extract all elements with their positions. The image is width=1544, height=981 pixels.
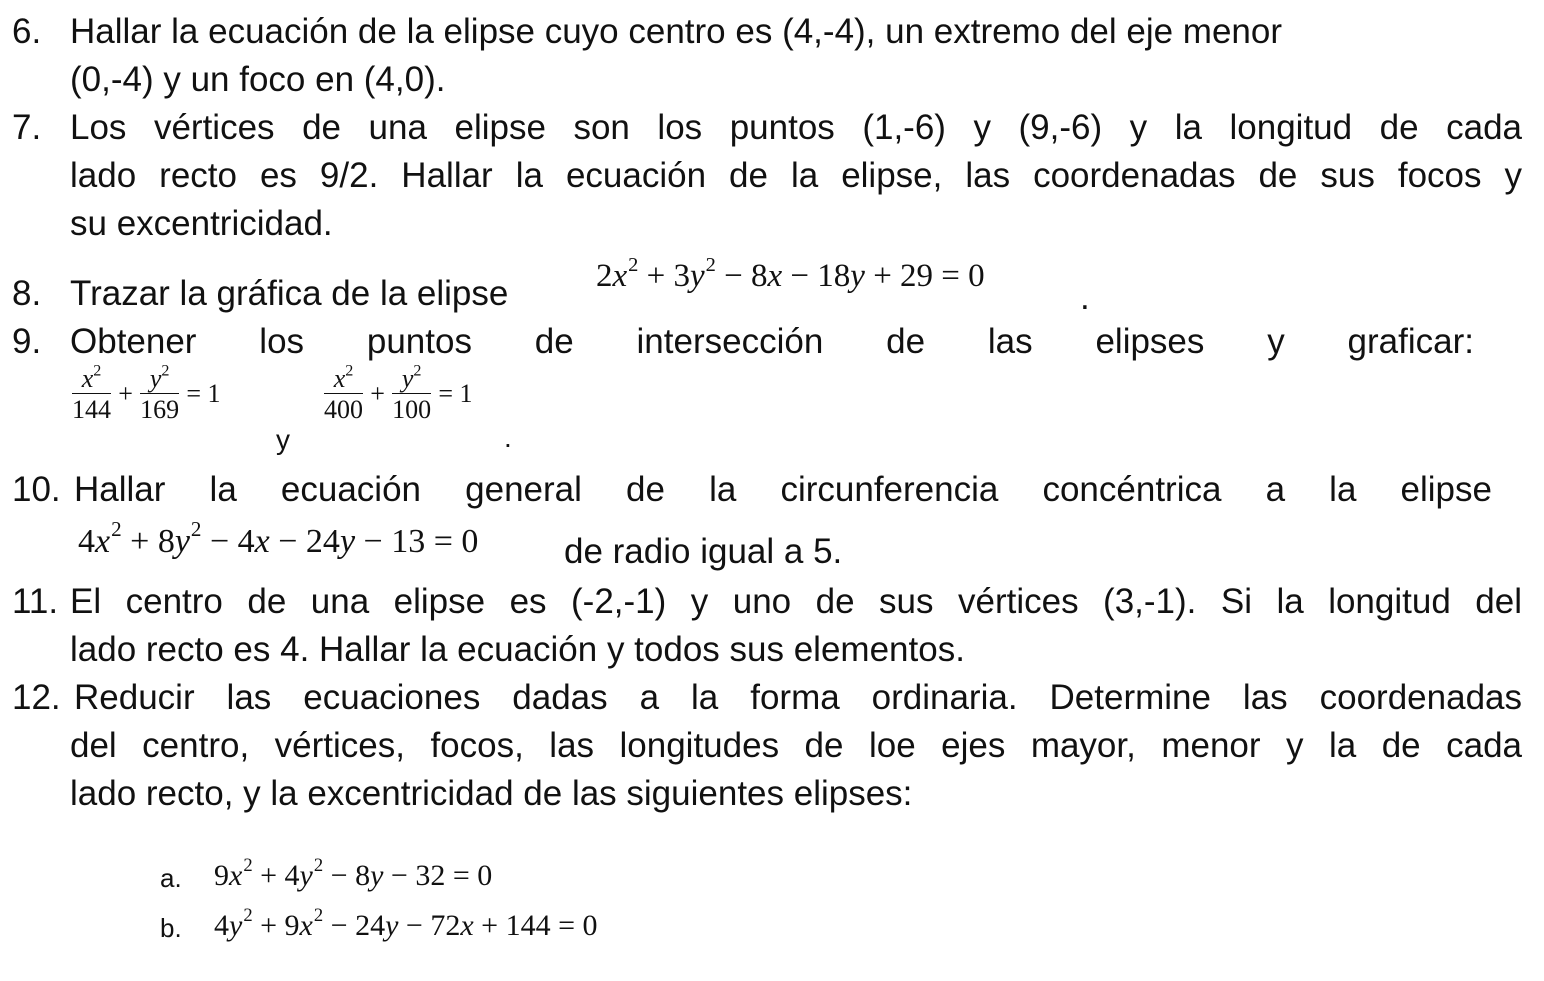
problem-11-line-1: El centro de una elipse es (-2,-1) y uno de sus vértices (3,-1). Si la longitud del [70, 582, 1522, 621]
problem-7-line-1: Los vértices de una elipse son los puntos (1,-6) y (9,-6) y la longitud de cada [70, 108, 1522, 147]
problem-12-line-1: Reducir las ecuaciones dadas a la forma ordinaria. Determine las coordenadas [74, 678, 1522, 717]
problem-9-line-1: Obtener los puntos de intersección de las elipses y graficar: [70, 322, 1474, 361]
problem-12-line-2: del centro, vértices, focos, las longitudes de loe ejes mayor, menor y la de cada [70, 726, 1522, 765]
problem-10-after: de radio igual a 5. [564, 532, 843, 571]
equation-12a: $9x^2 + 4y^2 - 8y - 32 = 0$ [214, 855, 493, 892]
equation-8: $2x^2 + 3y^2 - 8x - 18y + 29 = 0$ [596, 253, 985, 294]
problem-8-number: 8. [12, 274, 42, 313]
problem-12-line-3: lado recto, y la excentricidad de las siguientes elipses: [70, 774, 913, 813]
problem-6-number: 6. [12, 12, 42, 51]
problem-11-number: 11. [12, 582, 59, 621]
problem-12-number: 12. [12, 678, 61, 717]
problem-8-period: . [1080, 278, 1090, 317]
problem-11-line-2: lado recto es 4. Hallar la ecuación y todos sus elementos. [70, 630, 965, 669]
equation-12b: $4y^2 + 9x^2 - 24y - 72x + 144 = 0$ [214, 905, 598, 942]
item-a-label: a. [160, 863, 182, 893]
problem-7-number: 7. [12, 108, 42, 147]
problem-9-period: . [504, 422, 512, 453]
item-b-label: b. [160, 913, 182, 943]
problem-6-line-1: Hallar la ecuación de la elipse cuyo centro es (4,-4), un extremo del eje menor [70, 12, 1283, 51]
equation-10: $4x^2 + 8y^2 - 4x - 24y - 13 = 0$ [78, 517, 479, 560]
problem-9-connector: y [276, 424, 290, 455]
problem-7-line-3: su excentricidad. [70, 204, 333, 243]
problem-7-line-2: lado recto es 9/2. Hallar la ecuación de la elipse, las coordenadas de sus focos y [70, 156, 1522, 195]
problem-10-number: 10. [12, 470, 61, 509]
problem-8-text: Trazar la gráfica de la elipse [70, 274, 509, 313]
equation-9-first: $\frac{x^2}{144}$ + $\frac{y^2}{169}$ = 1 [72, 362, 221, 424]
equation-9-second: $\frac{x^2}{400}$ + $\frac{y^2}{100}$ = 1 [324, 362, 473, 424]
problem-6-line-2: (0,-4) y un foco en (4,0). [70, 60, 446, 99]
problem-9-number: 9. [12, 322, 42, 361]
problem-10-line-1: Hallar la ecuación general de la circunferencia concéntrica a la elipse [74, 470, 1492, 509]
